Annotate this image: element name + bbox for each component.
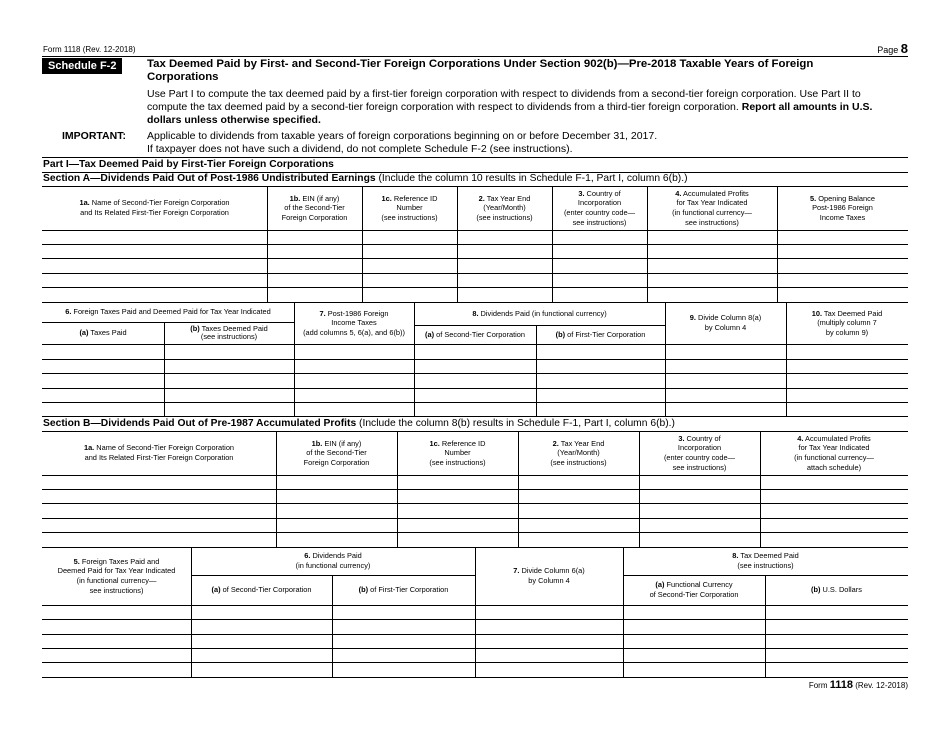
section-b-grid2-cell[interactable] [43, 620, 191, 634]
b-col-4-header [760, 431, 908, 475]
section-b-grid2-cell[interactable] [192, 663, 332, 677]
col-text: Foreign Corporation [303, 457, 370, 467]
section-a-grid1-cell[interactable] [458, 245, 552, 258]
col-text: Dividends Paid [310, 551, 362, 561]
section-a-grid1-cell[interactable] [43, 288, 267, 302]
section-b-grid1-cell[interactable] [640, 519, 760, 532]
col-text: of the Second-Tier [284, 203, 345, 213]
section-b-grid1-cell[interactable] [43, 533, 276, 547]
col-text: of Second-Tier Corporation [220, 585, 312, 595]
section-a-grid1-cell[interactable] [363, 231, 457, 244]
section-b-grid2-cell[interactable] [476, 649, 623, 662]
section-a-grid2-cell[interactable] [415, 403, 536, 416]
col-text: (see instructions) [737, 561, 794, 570]
section-a-grid2-cell[interactable] [43, 345, 164, 359]
col-text: Number [396, 203, 423, 213]
col-text: Foreign Corporation [281, 212, 348, 222]
section-b-grid2-cell[interactable] [333, 606, 475, 619]
section-b-grid2-cell[interactable] [766, 620, 908, 634]
col-text: (see instructions) [476, 212, 533, 222]
important-text [147, 130, 657, 156]
section-b-grid1-cell[interactable] [277, 490, 397, 503]
section-a-grid2-cell[interactable] [666, 374, 786, 388]
section-a-grid1-cell[interactable] [553, 288, 647, 302]
col-text: see instructions) [89, 585, 144, 595]
section-b-grid2-cell[interactable] [624, 663, 765, 677]
section-b-grid1-cell[interactable] [519, 519, 639, 532]
section-b-title-plain: (Include the column 8(b) results in Schedule F-1, Part I, column 6(b).) [356, 418, 675, 429]
col-text: attach schedule) [806, 462, 862, 472]
col-text: Opening Balance [816, 193, 875, 203]
section-a-grid2-cell[interactable] [295, 345, 414, 359]
section-b-grid2-cell[interactable] [766, 663, 908, 677]
section-a-title-plain: (Include the column 10 results in Schedule F-1, Part I, column 6(b).) [375, 173, 688, 184]
col-text: Post-1986 Foreign [325, 308, 389, 318]
section-a-grid1-cell[interactable] [778, 274, 908, 287]
section-b-grid1-cell[interactable] [761, 533, 908, 547]
col-text: Taxes Deemed Paid [199, 323, 268, 333]
section-b-grid1-cell[interactable] [519, 476, 639, 489]
col-text: Post-1986 Foreign [812, 203, 873, 213]
section-a-grid2-cell[interactable] [787, 403, 908, 416]
col-text: (enter country code— [663, 453, 736, 462]
col-num: 3. [678, 433, 685, 443]
col-text: (see instructions) [200, 332, 258, 341]
section-b-grid1-cell[interactable] [277, 476, 397, 489]
section-b-grid2-cell[interactable] [766, 606, 908, 619]
section-b-grid2-cell[interactable] [43, 649, 191, 662]
col-text: EIN (if any) [322, 438, 362, 448]
col-text: (Year/Month) [483, 203, 526, 213]
col-num: 1b. [289, 193, 301, 203]
col-text: Functional Currency [664, 580, 733, 590]
col-text: see instructions) [572, 217, 627, 227]
section-a-grid1-cell[interactable] [553, 274, 647, 287]
section-b-grid1-cell[interactable] [43, 476, 276, 489]
section-b-grid1-cell[interactable] [43, 490, 276, 503]
intro-line3: dollars unless otherwise specified. [147, 114, 321, 126]
b-col-5-header [42, 547, 191, 605]
intro-line2-plain: compute the tax deemed paid by a second-tier foreign corporation with respect to dividends from a third-tier foreign corporation. [147, 101, 742, 113]
col-num: 3. [578, 188, 585, 198]
section-a-grid1-cell[interactable] [43, 231, 267, 244]
section-a-grid1-cell[interactable] [648, 231, 777, 244]
col-5-header [777, 186, 908, 230]
col-text: Country of [584, 188, 621, 198]
col-9-header [665, 302, 786, 344]
section-a-grid1-cell[interactable] [43, 274, 267, 287]
col-num: 2. [552, 438, 559, 448]
section-b-grid1-cell[interactable] [761, 519, 908, 532]
col-text: Tax Year End [558, 438, 605, 448]
footer-prefix: Form [808, 681, 830, 690]
section-a-grid1-cell[interactable] [778, 231, 908, 244]
col-num: 6. [304, 551, 311, 561]
col-4-header [647, 186, 777, 230]
section-a-grid1-cell[interactable] [778, 259, 908, 273]
page-number [877, 41, 908, 56]
col-text: Accumulated Profits [681, 188, 749, 198]
section-a-title-bold: Section A—Dividends Paid Out of Post-1986 Undistributed Earnings [43, 173, 376, 184]
section-b-grid1-cell[interactable] [277, 519, 397, 532]
section-a-grid1-cell[interactable] [268, 245, 362, 258]
section-b-grid2-cell[interactable] [43, 635, 191, 648]
col-text: Country of [684, 433, 721, 443]
col-text: (add columns 5, 6(a), and 6(b)) [303, 327, 405, 337]
section-a-grid2-cell[interactable] [165, 374, 294, 388]
b-col-6-header [191, 547, 475, 575]
section-b-grid1-cell[interactable] [640, 533, 760, 547]
section-b-grid2-cell[interactable] [192, 620, 332, 634]
section-a-grid2-cell[interactable] [415, 374, 536, 388]
section-a-grid1-cell[interactable] [458, 288, 552, 302]
b-col-2-header [518, 431, 639, 475]
page-num: 8 [900, 41, 908, 56]
col-8-header [414, 302, 665, 325]
col-8b-header [536, 325, 665, 344]
col-num: 9. [689, 313, 696, 323]
section-b-grid2-cell[interactable] [624, 635, 765, 648]
section-a-grid1-cell[interactable] [458, 259, 552, 273]
col-text: Taxes Paid [88, 328, 127, 338]
b-col-1a-header [42, 431, 276, 475]
section-a-grid2-cell[interactable] [415, 345, 536, 359]
col-text: (multiply column 7 [817, 318, 877, 328]
section-a-grid2-cell[interactable] [666, 345, 786, 359]
col-num: 1b. [311, 438, 323, 448]
col-text: (in functional currency) [295, 561, 371, 570]
section-a-grid1-cell[interactable] [43, 245, 267, 258]
col-num: 2. [478, 193, 485, 203]
section-b-grid1-cell[interactable] [43, 504, 276, 518]
page-prefix: Page [877, 45, 899, 55]
section-a-grid2-cell[interactable] [43, 403, 164, 416]
b-col-1b-header [276, 431, 397, 475]
section-b-grid2-cell[interactable] [476, 620, 623, 634]
col-text: for Tax Year Indicated [798, 443, 870, 453]
col-text: Name of Second-Tier Foreign Corporation [94, 443, 235, 453]
section-a-grid1-cell[interactable] [648, 288, 777, 302]
section-b-grid1-cell[interactable] [277, 504, 397, 518]
col-num: 7. [319, 308, 326, 318]
section-b-grid2-cell[interactable] [476, 663, 623, 677]
section-a-grid2-cell[interactable] [43, 389, 164, 402]
section-b-grid2-cell[interactable] [766, 649, 908, 662]
col-8a-header [414, 325, 536, 344]
col-text: Foreign Taxes Paid and Deemed Paid for Tax Year Indicated [71, 307, 271, 317]
col-num: 8. [732, 551, 739, 561]
section-b-grid1-cell[interactable] [398, 533, 518, 547]
col-num: (a) [425, 329, 435, 339]
important-line1: Applicable to dividends from taxable years of foreign corporations beginning on or before December 31, 2017. [147, 130, 658, 142]
b-col-6b-header [332, 575, 475, 605]
section-b-grid2-cell[interactable] [333, 649, 475, 662]
col-text: (enter country code— [563, 208, 636, 217]
col-text: and Its Related First-Tier Foreign Corporation [80, 208, 229, 217]
footer-form-id [809, 679, 908, 691]
section-a-grid2-cell[interactable] [787, 389, 908, 402]
b-col-8b-header [765, 575, 908, 605]
section-a-grid1-cell[interactable] [268, 231, 362, 244]
section-a-grid2-cell[interactable] [537, 374, 665, 388]
col-text: (see instructions) [381, 212, 438, 222]
col-text: Dividends Paid (in functional currency) [478, 308, 607, 318]
section-a-grid1-cell[interactable] [778, 288, 908, 302]
section-a-grid2-cell[interactable] [537, 345, 665, 359]
section-b-grid1-cell[interactable] [398, 490, 518, 503]
section-a-grid1-cell[interactable] [553, 259, 647, 273]
section-b-grid1-cell[interactable] [761, 476, 908, 489]
section-b-grid1-cell[interactable] [277, 533, 397, 547]
section-b-grid2-cell[interactable] [333, 663, 475, 677]
col-text: (in functional currency— [794, 453, 874, 462]
col-10-header [786, 302, 908, 344]
col-num: 8. [472, 308, 479, 318]
section-b-grid1-cell[interactable] [43, 519, 276, 532]
section-a-grid1-cell[interactable] [648, 245, 777, 258]
footer-rev: (Rev. 12-2018) [853, 681, 908, 690]
col-num: 1c. [429, 438, 440, 448]
section-a-grid1-cell[interactable] [553, 245, 647, 258]
section-a-grid1-cell[interactable] [268, 288, 362, 302]
section-a-grid2-cell[interactable] [787, 374, 908, 388]
col-text: Deemed Paid for Tax Year Indicated [57, 566, 176, 576]
col-text: Tax Year End [484, 193, 531, 203]
section-a-grid2-cell[interactable] [165, 389, 294, 402]
footer-form-num: 1118 [829, 679, 853, 691]
section-b-title-bold: Section B—Dividends Paid Out of Pre-1987 Accumulated Profits [43, 418, 357, 429]
col-num: (a) [211, 585, 221, 595]
section-b-grid2-cell[interactable] [624, 620, 765, 634]
form-id: Form 1118 (Rev. 12-2018) [43, 45, 136, 54]
col-text: Reference ID [439, 438, 486, 448]
col-text: (in functional currency— [76, 576, 157, 585]
col-num: 1c. [381, 193, 392, 203]
section-b-grid1-cell[interactable] [761, 504, 908, 518]
col-num: 6. [65, 307, 72, 317]
section-a-grid1-cell[interactable] [363, 259, 457, 273]
section-b-grid1-cell[interactable] [519, 504, 639, 518]
section-a-grid2-cell[interactable] [537, 360, 665, 373]
section-b-grid1-cell[interactable] [398, 476, 518, 489]
section-a-grid1-cell[interactable] [363, 245, 457, 258]
col-text: (see instructions) [429, 457, 486, 467]
b-col-6a-header [191, 575, 332, 605]
section-b-grid1-cell[interactable] [398, 504, 518, 518]
col-num: (a) [79, 328, 89, 338]
section-b-grid2-cell[interactable] [766, 635, 908, 648]
col-text: Divide Column 8(a) [695, 313, 762, 323]
section-a-grid1-cell[interactable] [268, 259, 362, 273]
col-text: of Second-Tier Corporation [434, 329, 525, 339]
b-col-3-header [639, 431, 760, 475]
section-b-grid1-cell[interactable] [519, 490, 639, 503]
section-b-grid1-cell[interactable] [761, 490, 908, 503]
section-a-grid2-cell[interactable] [415, 360, 536, 373]
col-text: (see instructions) [550, 457, 607, 467]
col-num: 7. [513, 566, 520, 576]
intro-line2 [147, 101, 917, 114]
col-text: Tax Deemed Paid [738, 551, 799, 561]
section-a-grid1-cell[interactable] [363, 288, 457, 302]
col-text: (Year/Month) [557, 448, 600, 458]
col-num: 4. [797, 433, 804, 443]
section-a-title [43, 173, 688, 184]
col-num: 1a. [79, 198, 90, 208]
intro-line1: Use Part I to compute the tax deemed paid by a first-tier foreign corporation with respect to dividends from a second-tier foreign corporation. Use Part II to [147, 88, 861, 100]
col-text: Tax Deemed Paid [822, 308, 883, 318]
col-3-header [552, 186, 647, 230]
section-a-grid1-cell[interactable] [553, 231, 647, 244]
section-a-grid2-cell[interactable] [537, 389, 665, 402]
col-text: and Its Related First-Tier Foreign Corporation [84, 453, 234, 462]
col-num: 1a. [83, 443, 95, 453]
section-a-grid2-cell[interactable] [295, 360, 414, 373]
section-a-grid1-cell[interactable] [363, 274, 457, 287]
b-col-1c-header [397, 431, 518, 475]
section-a-grid1-cell[interactable] [268, 274, 362, 287]
section-b-grid2-cell[interactable] [624, 649, 765, 662]
section-b-grid2-cell[interactable] [333, 620, 475, 634]
col-6b-header [164, 322, 294, 344]
col-text: U.S. Dollars [820, 585, 862, 595]
section-b-grid2-cell[interactable] [192, 649, 332, 662]
section-a-grid2-cell[interactable] [295, 374, 414, 388]
schedule-title-line1: Tax Deemed Paid by First- and Second-Tier Foreign Corporations Under Section 902(b)—Pre-2018 Taxable Years of Foreign [147, 58, 814, 70]
intro-text [147, 88, 917, 127]
col-1c-header [362, 186, 457, 230]
col-num: 5. [810, 193, 817, 203]
col-text: (in functional currency— [672, 208, 752, 217]
part1-title: Part I—Tax Deemed Paid by First-Tier Foreign Corporations [43, 159, 334, 170]
col-6-header [42, 302, 294, 322]
col-6a-header [42, 322, 164, 344]
section-b-grid1-cell[interactable] [640, 476, 760, 489]
section-a-grid2-cell[interactable] [415, 389, 536, 402]
col-text: Foreign Taxes Paid and [79, 556, 160, 566]
section-b-grid2-cell[interactable] [476, 606, 623, 619]
col-num: (b) [358, 585, 369, 595]
section-b-grid2-cell[interactable] [476, 635, 623, 648]
section-b-title [43, 418, 675, 429]
section-b-grid2-cell[interactable] [43, 606, 191, 619]
col-text: by column 9) [825, 327, 869, 337]
section-b-grid2-cell[interactable] [192, 635, 332, 648]
section-a-grid1-cell[interactable] [458, 231, 552, 244]
section-a-grid1-cell[interactable] [648, 259, 777, 273]
schedule-title-line2: Corporations [147, 71, 219, 83]
schedule-title [147, 58, 813, 84]
col-num: 10. [811, 308, 822, 318]
section-a-grid2-cell[interactable] [165, 360, 294, 373]
section-a-grid2-cell[interactable] [43, 374, 164, 388]
b-col-8-header [623, 547, 908, 575]
section-a-grid2-cell[interactable] [165, 403, 294, 416]
section-b-grid2-cell[interactable] [192, 606, 332, 619]
col-text: for Tax Year Indicated [676, 198, 748, 208]
col-text: of First-Tier Corporation [368, 585, 449, 595]
col-text: of the Second-Tier [306, 448, 367, 458]
col-text: of First-Tier Corporation [565, 329, 646, 339]
col-num: (b) [555, 329, 566, 339]
section-a-grid1-cell[interactable] [458, 274, 552, 287]
col-7-header [294, 302, 414, 344]
schedule-badge: Schedule F-2 [42, 58, 122, 74]
section-a-grid1-cell[interactable] [778, 245, 908, 258]
section-b-grid1-cell[interactable] [519, 533, 639, 547]
rule [42, 416, 908, 417]
section-a-grid2-cell[interactable] [666, 403, 786, 416]
section-a-grid1-cell[interactable] [648, 274, 777, 287]
section-b-grid2-cell[interactable] [333, 635, 475, 648]
col-text: Income Taxes [331, 318, 377, 328]
col-text: Accumulated Profits [803, 433, 871, 443]
section-a-grid2-cell[interactable] [295, 403, 414, 416]
col-text: Income Taxes [819, 212, 866, 222]
col-2-header [457, 186, 552, 230]
col-num: (b) [811, 585, 821, 595]
section-a-grid2-cell[interactable] [787, 345, 908, 359]
section-a-grid2-cell[interactable] [295, 389, 414, 402]
col-1b-header [267, 186, 362, 230]
section-b-grid2-cell[interactable] [43, 663, 191, 677]
header-rule [42, 56, 908, 57]
col-text: Incorporation [577, 198, 622, 208]
col-text: see instructions) [672, 462, 727, 472]
col-text: by Column 4 [704, 323, 747, 332]
section-b-grid1-cell[interactable] [398, 519, 518, 532]
col-num: (a) [655, 580, 665, 590]
section-a-grid2-cell[interactable] [666, 389, 786, 402]
section-b-grid1-cell[interactable] [640, 490, 760, 503]
col-text: Name of Second-Tier Foreign Corporation [89, 198, 230, 208]
col-text: of Second-Tier Corporation [649, 590, 739, 599]
intro-line2-bold: Report all amounts in U.S. [741, 101, 873, 113]
rule [42, 677, 908, 678]
part1-top-rule [42, 157, 908, 158]
col-num: 4. [675, 188, 682, 198]
section-a-grid2-cell[interactable] [43, 360, 164, 373]
section-a-grid2-cell[interactable] [666, 360, 786, 373]
col-text: EIN (if any) [300, 193, 340, 203]
section-b-grid1-cell[interactable] [640, 504, 760, 518]
col-1a-header [42, 186, 267, 230]
col-text: see instructions) [685, 217, 739, 227]
section-a-grid1-cell[interactable] [43, 259, 267, 273]
b-col-7-header [475, 547, 623, 605]
col-text: Incorporation [677, 443, 722, 453]
col-text: by Column 4 [528, 576, 570, 585]
col-text: Divide Column 6(a) [519, 566, 585, 576]
section-a-grid2-cell[interactable] [165, 345, 294, 359]
important-line2: If taxpayer does not have such a dividend, do not complete Schedule F-2 (see instructions). [147, 143, 573, 155]
col-num: (b) [190, 323, 200, 333]
b-col-8a-header [623, 575, 765, 605]
section-a-grid2-cell[interactable] [787, 360, 908, 373]
important-label: IMPORTANT: [62, 130, 126, 142]
col-text: Number [444, 448, 471, 458]
col-num: 5. [73, 556, 80, 566]
section-b-grid2-cell[interactable] [624, 606, 765, 619]
section-a-grid2-cell[interactable] [537, 403, 665, 416]
col-text: Reference ID [391, 193, 438, 203]
